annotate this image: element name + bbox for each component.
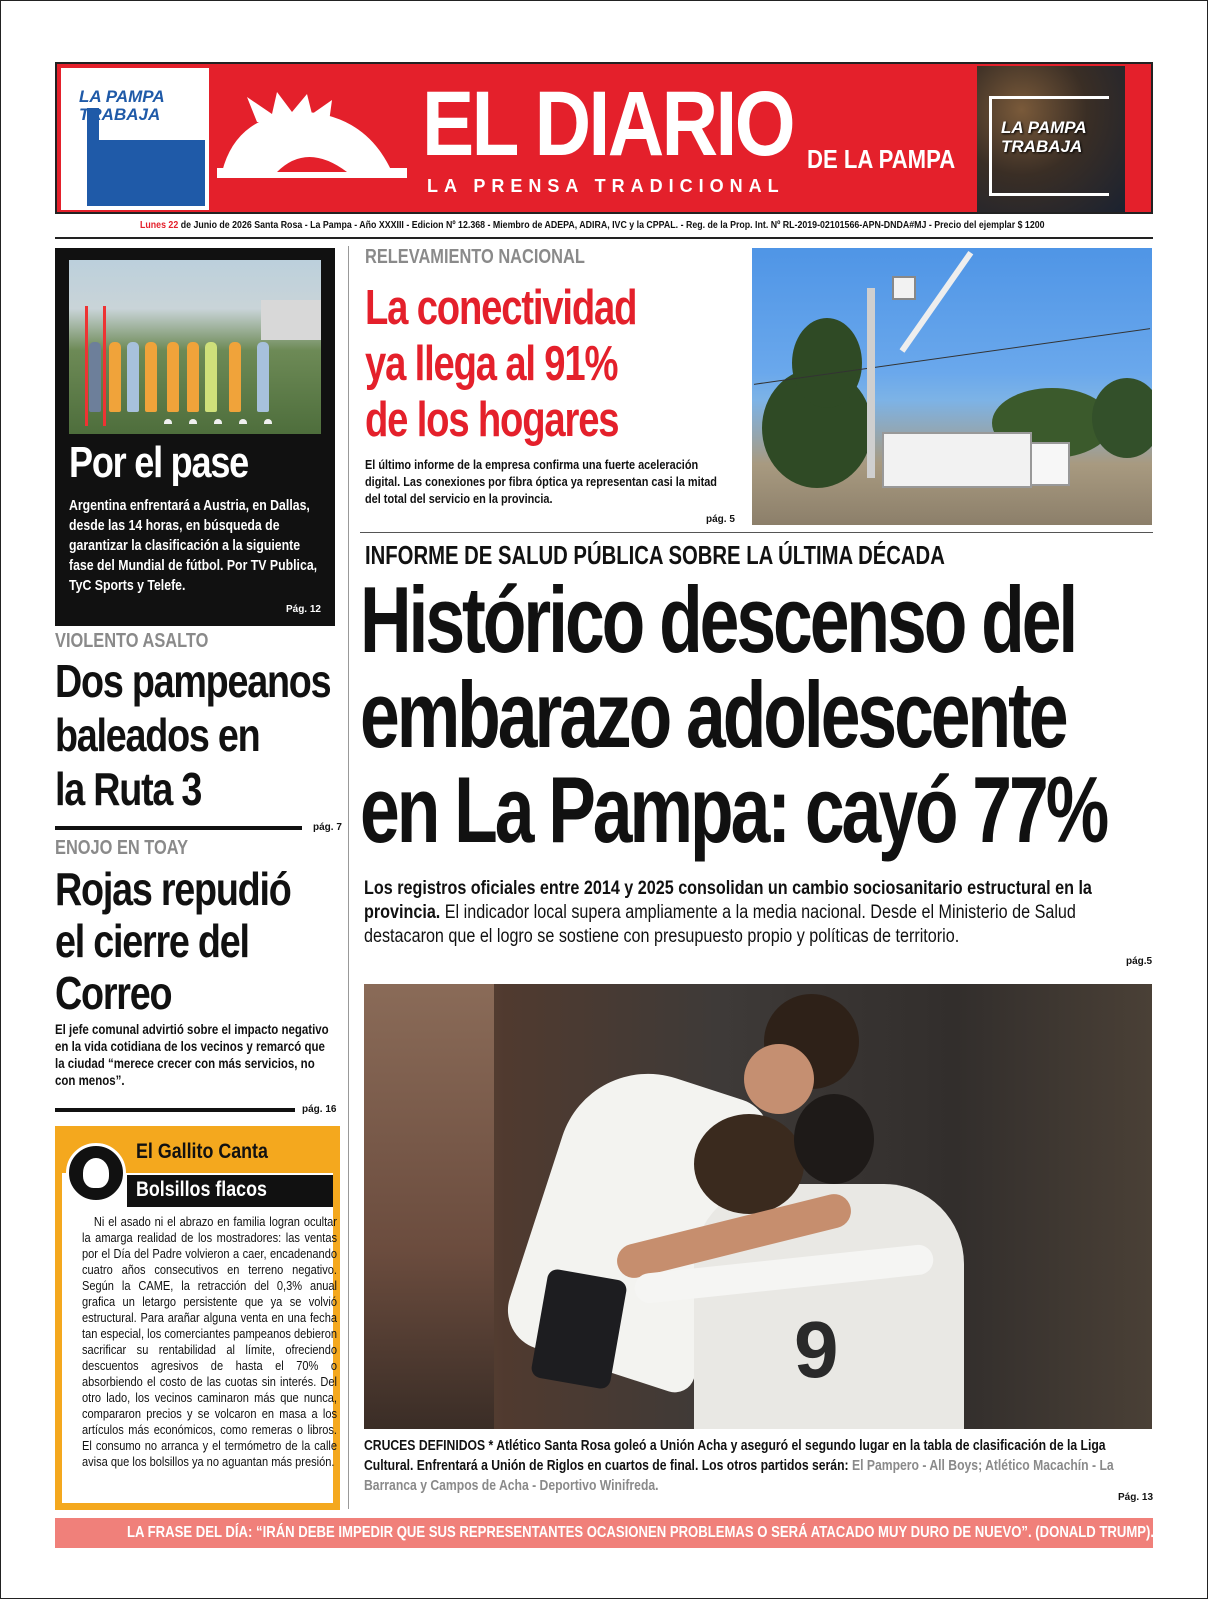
conectividad-headline[interactable] bbox=[365, 280, 636, 448]
la-pampa-trabaja-badge-left[interactable] bbox=[61, 68, 209, 210]
correo-headline-line2: el cierre del bbox=[55, 915, 249, 967]
correo-rule bbox=[55, 1108, 295, 1112]
feature-body: Argentina enfrentará a Austria, en Dallas, desde las 14 horas, en búsqueda de garantizar la clasificación a la siguiente fase del Mundial de fútbol. Por TV Publica, TyC Sports y Telefe. bbox=[69, 497, 318, 594]
dateline-details: de Junio de 2026 Santa Rosa - La Pampa - Año XXXIII - Edicion Nº 12.368 - Miembro de ADEPA, ADIRA, IVC y la CPPAL. - Reg. de la Prop. Int. Nº RL-2019-02101566-APN-DNDA#MJ - Precio del ejemplar $ 1200 bbox=[178, 219, 1045, 231]
main-lead-bold: Los registros oficiales entre 2014 y 2025 consolidan un cambio sociosanitario estructural en la provincia. bbox=[364, 878, 1092, 923]
correo-body: El jefe comunal advirtió sobre el impacto negativo en la vida cotidiana de los vecinos y remarcó que la ciudad “merece crecer con más servicios, no con menos”. bbox=[55, 1021, 329, 1088]
conectividad-headline-line1: La conectividad bbox=[365, 281, 637, 335]
gallito-title: El Gallito Canta bbox=[136, 1140, 268, 1163]
gallito-column[interactable] bbox=[55, 1126, 340, 1510]
photo-caption bbox=[364, 1436, 1154, 1496]
gallito-body: Ni el asado ni el abrazo en familia logran ocultar la amarga realidad de los mostradores: las ventas por el Día del Padre volvieron a caer, encadenando cuatro años consecutivos en terreno negativo. Según la CAME, la retracción del 0,3% anual grafica un letargo persistente que ya se volvió estructural. Para arañar alguna venta en una fecha tan especial, los comerciantes pampeanos debieron sacrificar su rentabilidad al límite, ofreciendo descuentos agresivos de hasta el 70% o absorbiendo el costo de las cuotas sin interés. Del otro lado, los vecinos caminaron más que nunca, compararon precios y se volcaron en masa a los artículos más económicos, como remeras o libros. El consumo no arranca y el termómetro de la calle avisa que los bolsillos ya no aguantan más presión. bbox=[82, 1214, 338, 1469]
sun-logo-icon bbox=[217, 92, 407, 182]
correo-headline[interactable] bbox=[55, 863, 291, 1019]
column-separator bbox=[348, 246, 349, 1509]
main-kicker: INFORME DE SALUD PÚBLICA SOBRE LA ÚLTIMA DÉCADA bbox=[365, 540, 945, 570]
main-headline-line1: Histórico descenso del bbox=[360, 567, 1076, 672]
top-rule bbox=[55, 237, 1153, 239]
rooster-icon bbox=[66, 1143, 126, 1203]
dateline bbox=[140, 219, 1045, 231]
newspaper-title: EL DIARIO bbox=[422, 73, 793, 175]
conectividad-headline-line3: de los hogares bbox=[365, 393, 619, 447]
asalto-headline-line2: baleados en bbox=[55, 709, 260, 761]
main-headline-line2: embarazo adolescente bbox=[360, 662, 1066, 767]
feature-page-ref: Pág. 12 bbox=[285, 604, 321, 615]
frase-del-dia-band[interactable] bbox=[55, 1518, 1203, 1548]
caption-grey: El Pampero - All Boys; Atlético Macachín - La Barranca y Campos de Acha - Deportivo Winifreda. bbox=[364, 1458, 1114, 1494]
dateline-date: Lunes 22 bbox=[140, 219, 179, 231]
asalto-kicker: VIOLENTO ASALTO bbox=[55, 630, 209, 652]
correo-headline-line1: Rojas repudió bbox=[55, 863, 291, 915]
gallito-subtitle: Bolsillos flacos bbox=[136, 1178, 267, 1201]
newspaper-subtitle: DE LA PAMPA bbox=[807, 144, 956, 174]
main-lead bbox=[364, 877, 1150, 949]
main-page-ref: pág.5 bbox=[1126, 956, 1153, 967]
main-headline-line3: en La Pampa: cayó 77% bbox=[360, 757, 1107, 862]
conectividad-page-ref: pág. 5 bbox=[706, 514, 735, 525]
sports-feature-box[interactable] bbox=[55, 248, 335, 626]
masthead[interactable] bbox=[55, 62, 1153, 214]
asalto-headline-line3: la Ruta 3 bbox=[55, 763, 202, 815]
main-lead-rest: El indicador local supera ampliamente a la media nacional. Desde el Ministerio de Salud destacaron que el logro se sostiene con presupuesto propio y políticas de territorio. bbox=[364, 902, 1076, 947]
conectividad-body: El último informe de la empresa confirma una fuerte aceleración digital. Las conexiones por fibra óptica ya representan casi la mitad del total del servicio en la provincia. bbox=[365, 457, 717, 506]
badge-left-text: LA PAMPA TRABAJA bbox=[79, 87, 164, 124]
la-pampa-trabaja-badge-right[interactable] bbox=[977, 66, 1125, 212]
asalto-page-ref: pág. 7 bbox=[313, 822, 342, 833]
correo-kicker: ENOJO EN TOAY bbox=[55, 837, 189, 859]
newspaper-tagline: LA PRENSA TRADICIONAL bbox=[427, 176, 785, 196]
conectividad-headline-line2: ya llega al 91% bbox=[365, 337, 618, 391]
caption-page-ref: Pág. 13 bbox=[1118, 1492, 1154, 1503]
feature-headline[interactable]: Por el pase bbox=[69, 438, 248, 487]
soccer-training-photo bbox=[69, 260, 321, 434]
province-shape-base bbox=[87, 140, 205, 206]
asalto-rule bbox=[55, 826, 302, 830]
asalto-headline[interactable] bbox=[55, 654, 330, 816]
asalto-headline-line1: Dos pampeanos bbox=[55, 655, 331, 707]
correo-page-ref: pág. 16 bbox=[302, 1104, 337, 1115]
conectividad-kicker: RELEVAMIENTO NACIONAL bbox=[365, 246, 585, 268]
caption-main: CRUCES DEFINIDOS * Atlético Santa Rosa goleó a Unión Acha y aseguró el segundo lugar en la tabla de clasificación de la Liga Cultural. Enfrentará a Unión de Riglos en cuartos de final. Los otros partidos serán: bbox=[364, 1438, 1106, 1474]
frase-del-dia: LA FRASE DEL DÍA: “IRÁN DEBE IMPEDIR QUE SUS REPRESENTANTES OCASIONEN PROBLEMAS O SERÁ ATACADO MUY DURO DE NUEVO”. (DONALD TRUMP). pág. 11 bbox=[127, 1524, 1203, 1541]
section-rule bbox=[360, 532, 1153, 533]
badge-right-text: LA PAMPA TRABAJA bbox=[1001, 118, 1086, 156]
main-headline[interactable] bbox=[360, 567, 1107, 862]
bucket-truck-photo bbox=[752, 248, 1152, 525]
football-celebration-photo: 9 bbox=[364, 984, 1152, 1429]
correo-headline-line3: Correo bbox=[55, 967, 172, 1019]
